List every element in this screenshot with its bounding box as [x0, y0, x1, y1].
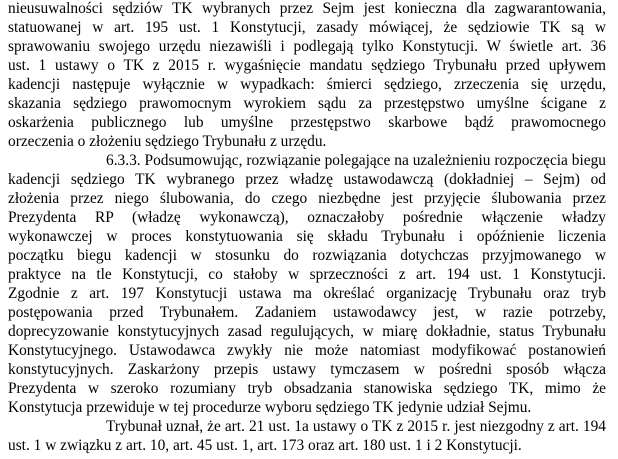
- text-line: sprawowaniu swojego urzędu niezawiśli i podlegają tylko Konstytucji. W świetle art. 36: [8, 38, 606, 55]
- text-line: ust. 1 ustawy o TK z 2015 r. wygaśnięcie mandatu sędziego Trybunału przed upływem: [8, 57, 606, 74]
- text-line: postępowania przed Trybunałem. Zadaniem ustawodawcy jest, w razie potrzeby,: [8, 304, 606, 321]
- text-line: wykonawczej w proces konstytuowania się składu Trybunału i opóźnienie liczenia: [8, 228, 606, 245]
- text-line: kadencji następuje wyłącznie w wypadkach: śmierci sędziego, zrzeczenia się urzędu,: [8, 76, 606, 93]
- text-line: Zgodnie z art. 197 Konstytucji ustawa ma określać organizację Trybunału oraz tryb: [8, 285, 606, 302]
- text-line: Prezydenta w szeroko rozumiany tryb obsadzania stanowiska sędziego TK, mimo że: [8, 380, 606, 397]
- paragraph-first-line: 6.3.3. Podsumowując, rozwiązanie polegające na uzależnieniu rozpoczęcia biegu: [106, 152, 606, 169]
- text-line: złożenia przez niego ślubowania, do czego niezbędne jest przyjęcie ślubowania przez: [8, 190, 606, 207]
- text-line: doprecyzowanie konstytucyjnych zasad regulujących, w miarę dokładnie, status Trybunału: [8, 323, 606, 340]
- text-line: początku biegu kadencji w stosunku do rozwiązania dotychczas przyjmowanego w: [8, 247, 606, 264]
- text-line: Prezydenta RP (władzę wykonawczą), oznaczałoby pośrednie włączenie władzy: [8, 209, 606, 226]
- text-line: kadencji sędziego TK wybranego przez władzę ustawodawczą (dokładniej – Sejm) od: [8, 171, 606, 188]
- text-line: skazania sędziego prawomocnym wyrokiem sądu za przestępstwo umyślne ścigane z: [8, 95, 606, 112]
- text-line: Konstytucyjnego. Ustawodawca zwykły nie może natomiast modyfikować postanowień: [8, 342, 606, 359]
- text-line: nieusuwalności sędziów TK wybranych przez Sejm jest konieczna dla zagwarantowania,: [8, 0, 606, 17]
- text-line: orzeczenia o złożeniu sędziego Trybunału z urzędu.: [8, 133, 327, 150]
- text-line: praktyce na tle Konstytucji, co stałoby w sprzeczności z art. 194 ust. 1 Konstytucji.: [8, 266, 606, 283]
- paragraph-first-line: Trybunał uznał, że art. 21 ust. 1a ustawy o TK z 2015 r. jest niezgodny z art. 194: [106, 418, 606, 435]
- text-line: statuowanej w art. 195 ust. 1 Konstytucji, zasady mówiącej, że sędziowie TK są w: [8, 19, 606, 36]
- text-line: Konstytucja przewiduje w tej procedurze wyboru sędziego TK jedynie udział Sejmu.: [8, 399, 532, 416]
- text-line: konstytucyjnych. Zaskarżony przepis ustawy tymczasem w pośredni sposób włącza: [8, 361, 606, 378]
- text-line: oskarżenia publicznego lub umyślne przestępstwo skarbowe bądź prawomocnego: [8, 114, 606, 131]
- text-line: ust. 1 w związku z art. 10, art. 45 ust. 1, art. 173 oraz art. 180 ust. 1 i 2 Konstytucji.: [8, 437, 522, 454]
